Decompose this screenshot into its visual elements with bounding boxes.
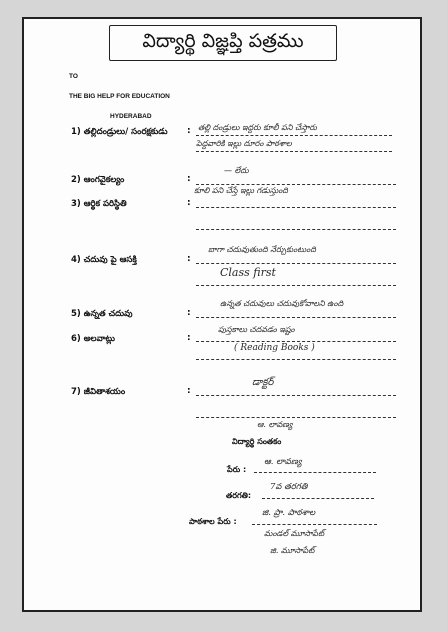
field-value-guardian-2: పెద్దవారికి ఇల్లు దూరం పాఠశాల xyxy=(196,139,292,148)
colon: : xyxy=(187,386,191,396)
dashed-line xyxy=(196,395,396,396)
field-value-higher-education: ఉన్నత చదువులు చదువుకోవాలని ఉంది xyxy=(220,299,344,308)
dashed-line xyxy=(196,285,396,286)
field-value-disability: — లేదు xyxy=(224,166,249,175)
field-value-life-goal: డాక్టర్ xyxy=(252,377,274,388)
addressee-org: THE BIG HELP FOR EDUCATION xyxy=(69,93,170,100)
student-signature-caption: విద్యార్థి సంతకం xyxy=(232,437,282,446)
field-value-interest-2: Class first xyxy=(220,266,276,279)
dashed-line xyxy=(196,263,396,264)
dashed-line xyxy=(196,229,396,230)
dashed-line xyxy=(196,184,396,185)
school-name-label: పాఠశాల పేరు : xyxy=(189,517,237,526)
field-value-habits-1: పుస్తకాలు చదవడం ఇష్టం xyxy=(218,325,295,334)
field-label-interest: 4) చదువు పై ఆసక్తి xyxy=(71,255,137,265)
field-label-finance: 3) ఆర్థిక పరిస్థితి xyxy=(71,199,127,209)
form-title: విద్యార్థి విజ్ఞప్తి పత్రము xyxy=(109,25,337,61)
name-value: ఆ. లావణ్య xyxy=(264,457,302,467)
colon: : xyxy=(187,254,191,264)
dashed-line xyxy=(196,341,396,342)
colon: : xyxy=(187,198,191,208)
field-label-guardian: 1) తల్లిదండ్రులు/ సంరక్షకుడు xyxy=(71,127,168,137)
dashed-line xyxy=(196,135,392,136)
student-signature-mark: ఆ. లావణ్య xyxy=(257,420,293,429)
field-value-habits-2: ( Reading Books ) xyxy=(234,343,315,353)
school-mandal: మండల్ మూసాపేట్ xyxy=(264,529,325,538)
field-label-life-goal: 7) జీవితాశయం xyxy=(71,387,126,397)
school-district: జి. మూసాపేట్ xyxy=(270,546,315,555)
school-name-value: జి. ప్రా. పాఠశాల xyxy=(262,508,316,518)
dashed-line xyxy=(196,317,396,318)
application-form xyxy=(22,17,422,612)
dashed-line xyxy=(254,472,376,473)
field-value-guardian-1: తల్లి దండ్రులు ఇద్దరు కూలీ పని చేస్తారు xyxy=(198,123,317,132)
dashed-line xyxy=(196,359,396,360)
addressee-city: HYDERABAD xyxy=(110,113,152,120)
colon: : xyxy=(187,308,191,318)
field-label-habits: 6) అలవాట్లు xyxy=(71,334,115,344)
colon: : xyxy=(187,333,191,343)
dashed-line xyxy=(196,207,396,208)
field-label-higher-education: 5) ఉన్నత చదువు xyxy=(71,309,133,319)
colon: : xyxy=(187,174,191,184)
name-label: పేరు : xyxy=(227,465,247,474)
class-value: 7వ తరగతి xyxy=(270,482,308,492)
colon: : xyxy=(187,126,191,136)
addressee-to: TO xyxy=(69,73,78,80)
field-value-interest-1: బాగా చదువుతుంది నేర్చుకుంటుంది xyxy=(208,245,316,254)
field-label-disability: 2) ఆంగవైకల్యం xyxy=(71,175,125,185)
dashed-line xyxy=(252,524,377,525)
field-value-finance: కూలి పని చేస్తే ఇల్లు గడుస్తుంది xyxy=(194,186,288,195)
dashed-line xyxy=(262,498,374,499)
class-label: తరగతి: xyxy=(226,491,252,500)
dashed-line xyxy=(196,417,396,418)
dashed-line xyxy=(196,151,392,152)
